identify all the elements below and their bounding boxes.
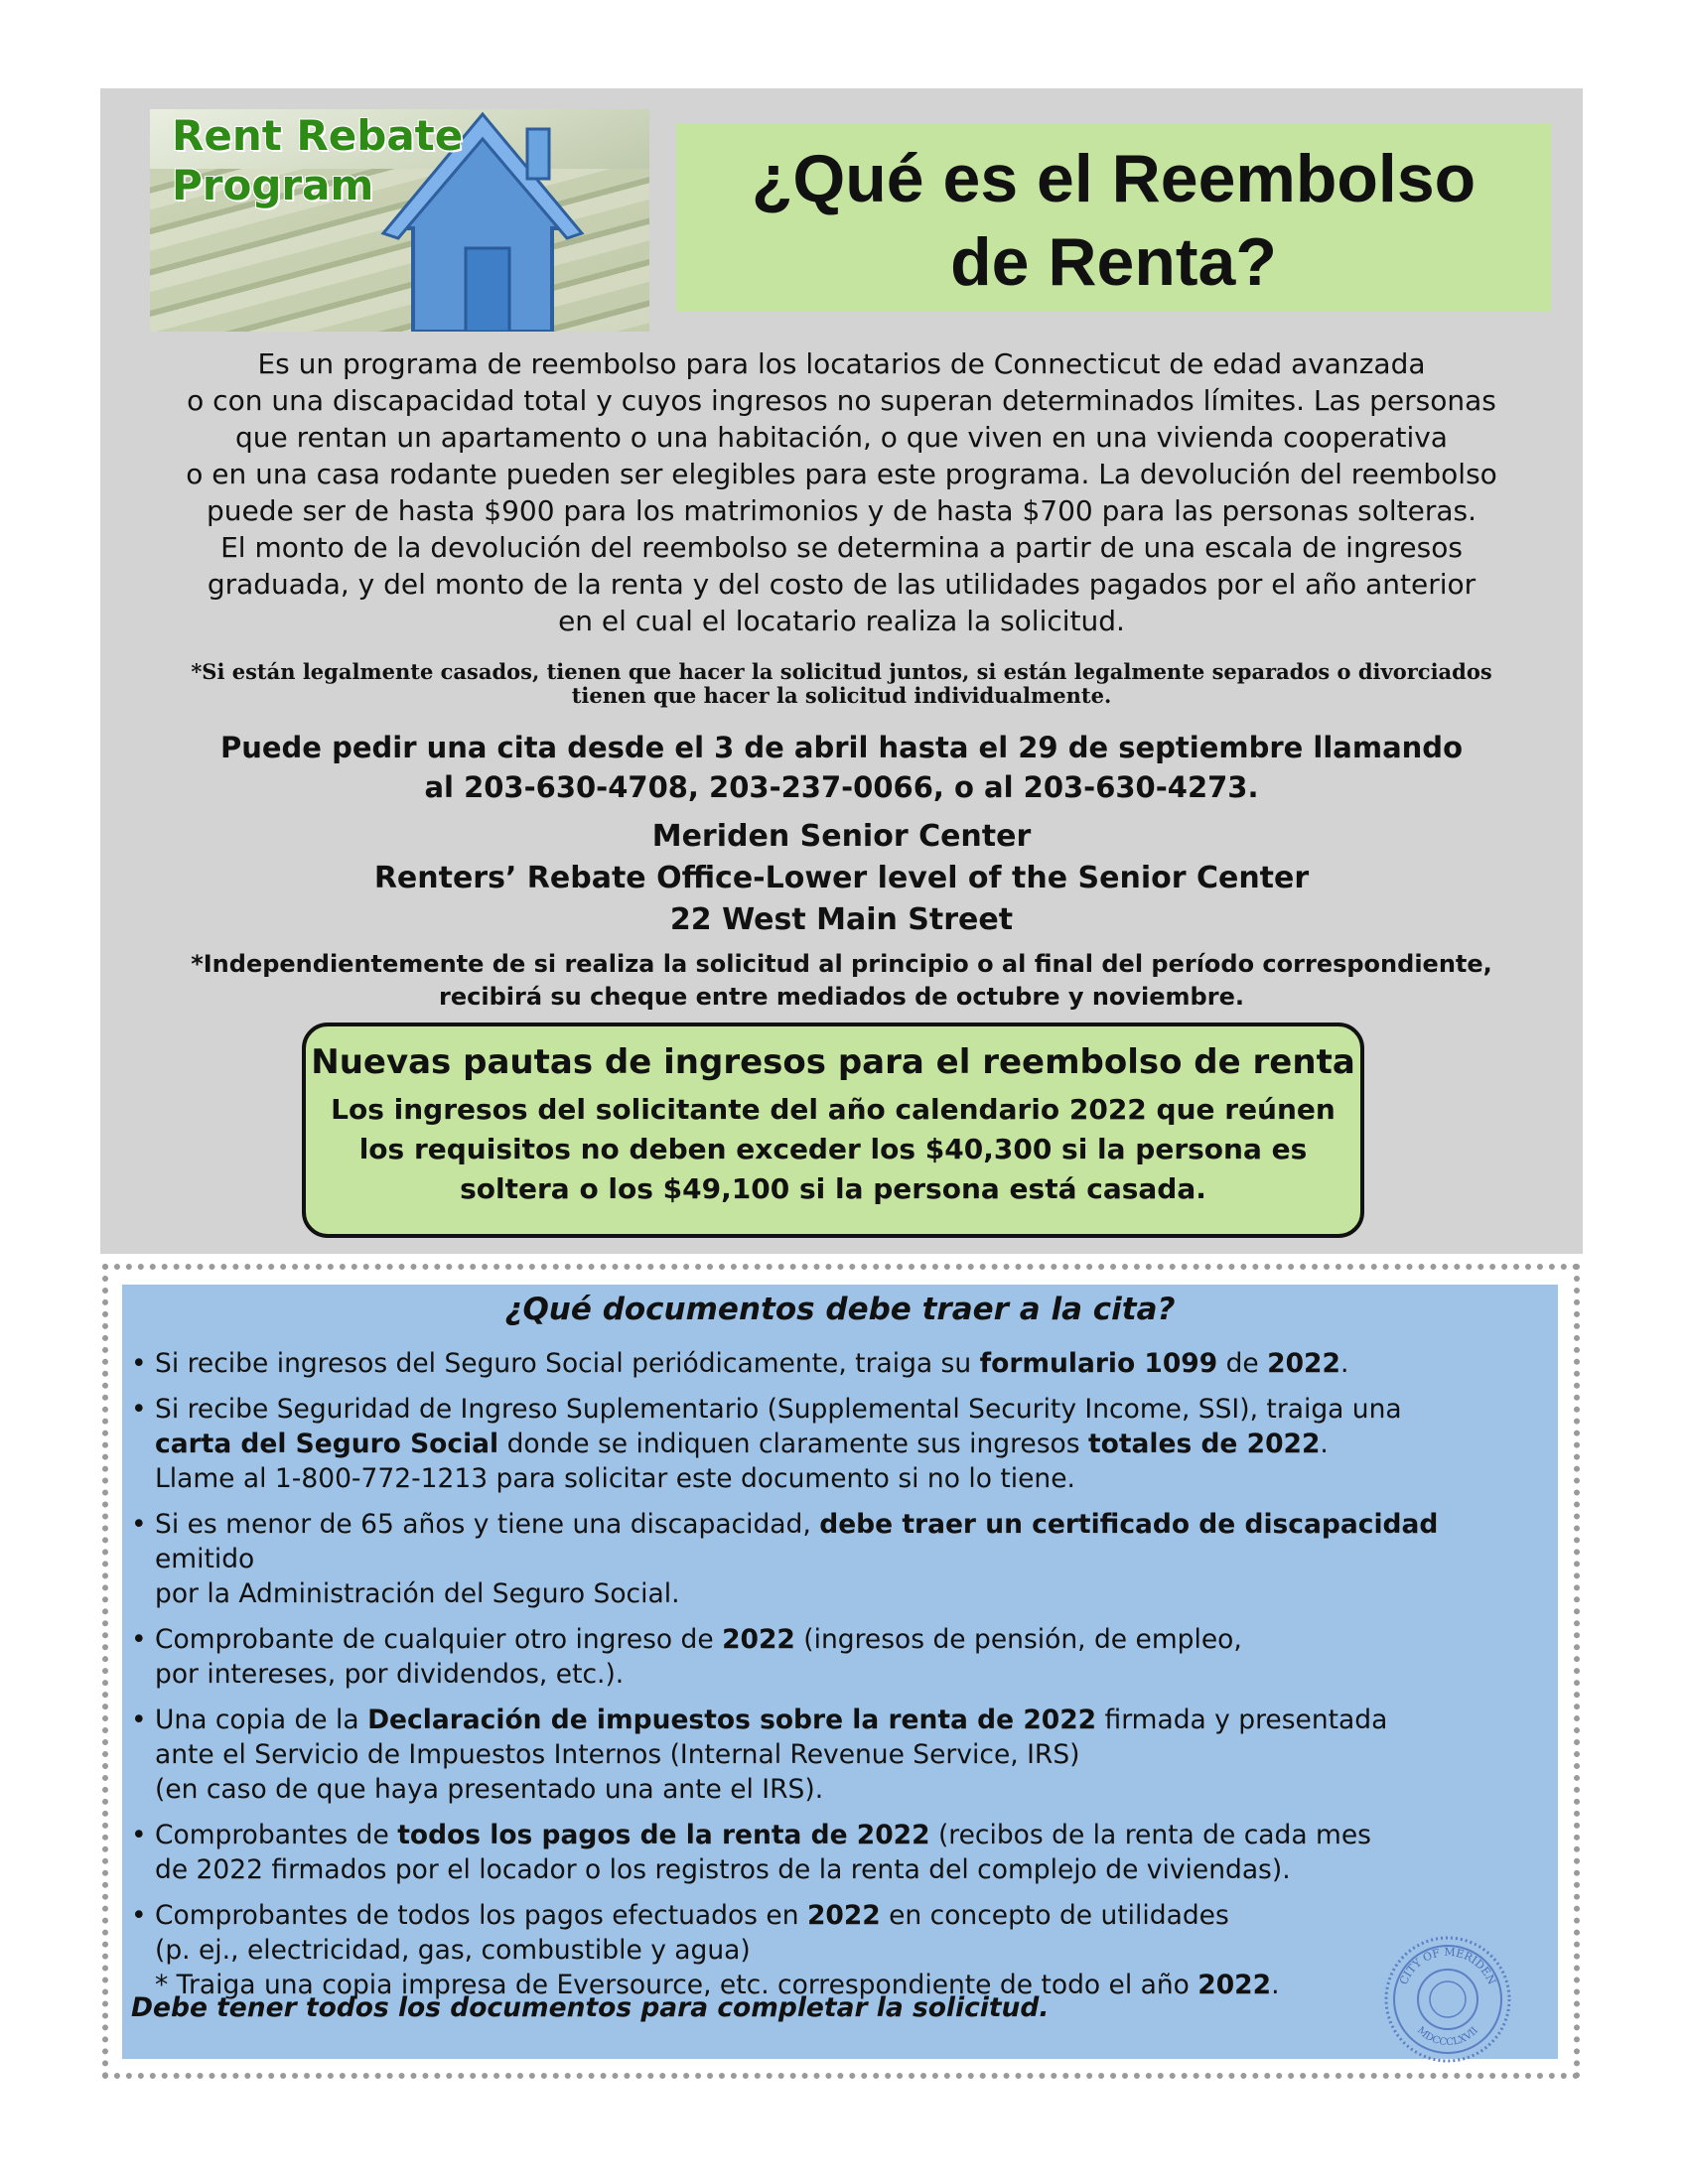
final-note: Debe tener todos los documentos para completar la solicitud. [131,1992,1050,2023]
bullet-icon: • [131,1394,147,1425]
guidelines-line: soltera o los $49,100 si la persona está casada. [460,1172,1206,1205]
list-item [131,1818,1541,1887]
item-text: Comprobantes de todos los pagos efectuados en [155,1900,807,1931]
item-text: * Traiga una copia impresa de Eversource, etc. correspondiente de todo el año [155,1970,1198,2000]
item-text: en concepto de utilidades [880,1900,1229,1931]
title-box [676,123,1551,312]
item-bold: carta del Seguro Social [155,1429,499,1459]
check-line: recibirá su cheque entre mediados de octubre y noviembre. [439,983,1244,1011]
item-text: . [1339,1348,1349,1379]
appointment-line: Puede pedir una cita desde el 3 de abril hasta el 29 de septiembre llamando [219,731,1463,764]
item-text: . [1271,1970,1280,2000]
documents-title: ¿Qué documentos debe traer a la cita? [504,1292,1176,1327]
seal-top-text: CITY OF MERIDEN [1396,1945,1499,1987]
item-bold: 2022 [722,1624,795,1655]
list-item [131,1392,1541,1496]
address-block [139,816,1544,941]
guidelines-title: Nuevas pautas de ingresos para el reembolso de renta [311,1042,1355,1082]
item-text: Una copia de la [155,1705,368,1735]
intro-line: puede ser de hasta $900 para los matrimonios y de hasta $700 para las personas solteras. [206,494,1477,527]
city-seal-icon [1382,1934,1513,2065]
documents-list [131,1346,1541,2013]
intro-line: o con una discapacidad total y cuyos ingresos no superan determinados límites. Las personas [187,384,1496,417]
marriage-note [139,660,1544,708]
item-bold: 2022 [1267,1348,1340,1379]
logo-line-2: Program [172,161,374,209]
page-title [676,137,1551,304]
address-line: Renters’ Rebate Office-Lower level of the Senior Center [373,861,1310,895]
list-item [131,1507,1541,1611]
bullet-icon: • [131,1900,147,1931]
appointment-line: al 203-630-4708, 203-237-0066, o al 203-630-4273. [424,770,1259,804]
intro-line: El monto de la devolución del reembolso se determina a partir de una escala de ingresos [220,531,1463,564]
intro-line: en el cual el locatario realiza la solicitud. [558,605,1125,637]
logo-line-1: Rent Rebate [172,111,464,160]
guidelines-line: Los ingresos del solicitante del año calendario 2022 que reúnen [331,1093,1336,1126]
item-bold: Declaración de impuestos sobre la renta de 2022 [367,1705,1097,1735]
intro-line: graduada, y del monto de la renta y del costo de las utilidades pagados por el año anterior [207,568,1477,601]
item-bold: totales de 2022 [1087,1429,1321,1459]
guidelines-body [306,1090,1360,1209]
intro-line: Es un programa de reembolso para los locatarios de Connecticut de edad avanzada [257,347,1426,380]
check-line: *Independientemente de si realiza la solicitud al principio o al final del período correspondiente, [191,950,1492,978]
logo-text [172,111,463,210]
address-line: Meriden Senior Center [651,819,1032,854]
item-text: Si es menor de 65 años y tiene una discapacidad, [155,1509,820,1540]
list-item [131,1346,1541,1381]
item-text: de 2022 firmados por el locador o los registros de la renta del complejo de viviendas). [155,1854,1291,1885]
list-item [131,1622,1541,1692]
address-line: 22 West Main Street [669,902,1014,937]
item-text: donde se indiquen claramente sus ingresos [498,1429,1088,1459]
item-text: (recibos de la renta de cada mes [929,1820,1371,1850]
item-text: de [1217,1348,1268,1379]
item-text: firmada y presentada [1096,1705,1388,1735]
item-text: por la Administración del Seguro Social. [155,1578,680,1609]
item-text: Si recibe ingresos del Seguro Social periódicamente, traiga su [155,1348,980,1379]
bullet-icon: • [131,1509,147,1540]
note-line: *Si están legalmente casados, tienen que hacer la solicitud juntos, si están legalmente separados o divorciados [191,659,1492,684]
item-text: Llame al 1-800-772-1213 para solicitar este documento si no lo tiene. [155,1463,1075,1494]
item-text: Si recibe Seguridad de Ingreso Suplementario (Supplemental Security Income, SSI), traiga una [155,1394,1402,1425]
intro-line: o en una casa rodante pueden ser elegibles para este programa. La devolución del reembolso [186,458,1497,490]
income-guidelines-box [302,1023,1364,1238]
bullet-icon: • [131,1348,147,1379]
item-bold: debe traer un certificado de discapacidad [819,1509,1439,1540]
item-text: (p. ej., electricidad, gas, combustible y agua) [155,1935,751,1966]
intro-line: que rentan un apartamento o una habitación, o que viven en una vivienda cooperativa [235,421,1448,454]
appointment-info [139,728,1544,807]
item-text: Comprobante de cualquier otro ingreso de [155,1624,723,1655]
rent-rebate-logo [150,109,649,332]
note-line: tienen que hacer la solicitud individualmente. [571,683,1112,708]
item-text: por intereses, por dividendos, etc.). [155,1659,625,1690]
check-timing-note [139,948,1544,1014]
bullet-icon: • [131,1624,147,1655]
list-item [131,1898,1541,2002]
item-bold: todos los pagos de la renta de 2022 [397,1820,930,1850]
bullet-icon: • [131,1705,147,1735]
item-text: (en caso de que haya presentado una ante el IRS). [155,1774,824,1805]
item-bold: formulario 1099 [979,1348,1218,1379]
title-line-2: de Renta? [950,224,1277,300]
list-item [131,1703,1541,1807]
item-text: emitido [155,1544,255,1574]
seal-bottom-text: MDCCCLXVII [1414,2024,1481,2049]
item-text: ante el Servicio de Impuestos Internos (Internal Revenue Service, IRS) [155,1739,1080,1770]
guidelines-line: los requisitos no deben exceder los $40,300 si la persona es [358,1133,1308,1165]
item-bold: 2022 [1197,1970,1272,2000]
item-text: . [1320,1429,1329,1459]
intro-paragraph [139,345,1544,639]
item-text: (ingresos de pensión, de empleo, [794,1624,1242,1655]
bullet-icon: • [131,1820,147,1850]
item-bold: 2022 [806,1900,881,1931]
title-line-1: ¿Qué es el Reembolso [751,141,1477,216]
item-text: Comprobantes de [155,1820,398,1850]
